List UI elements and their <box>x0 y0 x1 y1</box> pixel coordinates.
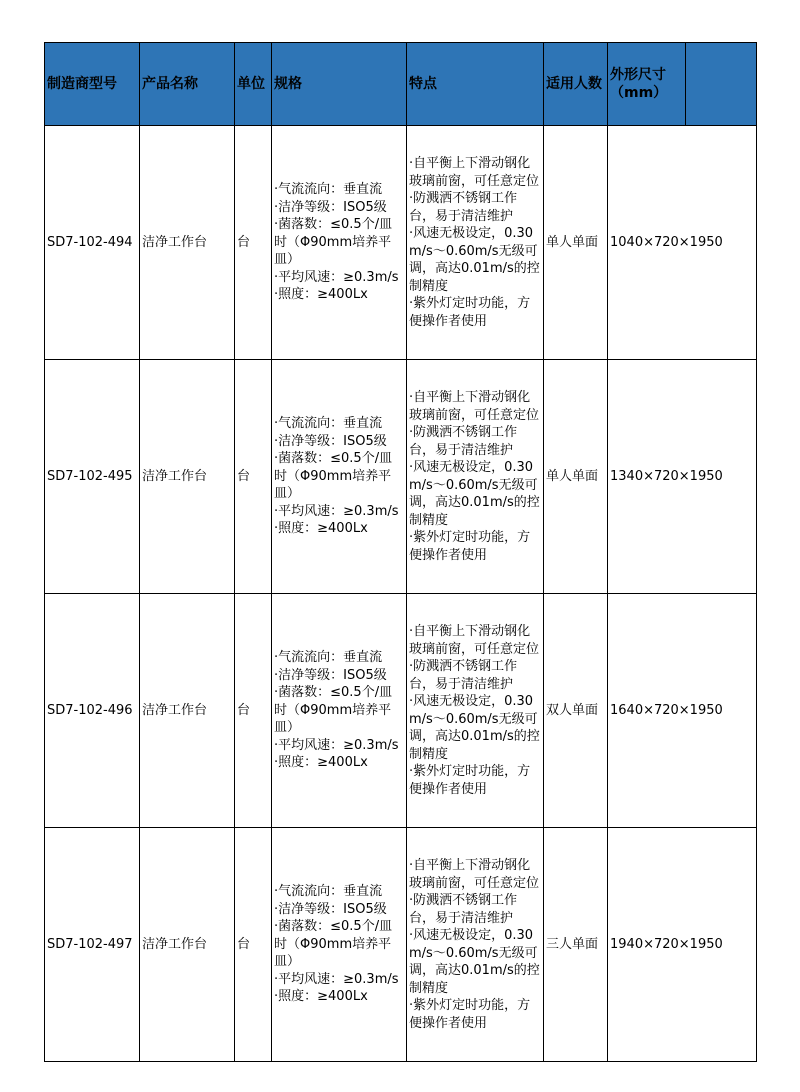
cell-size: 1040×720×1950 <box>608 126 757 360</box>
cell-unit: 台 <box>235 594 272 828</box>
cell-users: 单人单面 <box>544 360 608 594</box>
feature-line: ·风速无极设定，0.30m/s～0.60m/s无级可调，高达0.01m/s的控制精度 <box>409 694 540 762</box>
cell-size: 1640×720×1950 <box>608 594 757 828</box>
cell-name: 洁净工作台 <box>140 360 235 594</box>
product-table <box>44 42 757 1062</box>
header-unit: 单位 <box>235 43 272 126</box>
header-extra <box>686 43 757 126</box>
feature-line: ·风速无极设定，0.30m/s～0.60m/s无级可调，高达0.01m/s的控制精度 <box>409 226 540 294</box>
table-row <box>45 126 757 360</box>
cell-features <box>407 360 544 594</box>
header-features: 特点 <box>407 43 544 126</box>
feature-line: ·防溅洒不锈钢工作台，易于清洁维护 <box>409 425 518 458</box>
feature-line: ·紫外灯定时功能，方便操作者使用 <box>409 530 531 563</box>
table-row <box>45 594 757 828</box>
header-spec: 规格 <box>272 43 407 126</box>
spec-line: ·照度：≥400Lx <box>274 989 368 1005</box>
table-row <box>45 828 757 1062</box>
feature-line: ·风速无极设定，0.30m/s～0.60m/s无级可调，高达0.01m/s的控制精度 <box>409 928 540 996</box>
feature-line: ·防溅洒不锈钢工作台，易于清洁维护 <box>409 659 518 692</box>
cell-name: 洁净工作台 <box>140 828 235 1062</box>
header-model: 制造商型号 <box>45 43 140 126</box>
spec-line: ·洁净等级：ISO5级 <box>274 667 387 683</box>
spec-line: ·照度：≥400Lx <box>274 755 368 771</box>
cell-size: 1940×720×1950 <box>608 828 757 1062</box>
cell-model: SD7-102-494 <box>45 126 140 360</box>
header-users: 适用人数 <box>544 43 608 126</box>
spec-line: ·菌落数：≤0.5个/皿时（Φ90mm培养平皿） <box>274 685 393 736</box>
cell-features <box>407 828 544 1062</box>
cell-unit: 台 <box>235 360 272 594</box>
spec-line: ·洁净等级：ISO5级 <box>274 199 387 215</box>
spec-line: ·平均风速：≥0.3m/s <box>274 269 399 285</box>
cell-features <box>407 594 544 828</box>
cell-unit: 台 <box>235 126 272 360</box>
spec-line: ·洁净等级：ISO5级 <box>274 433 387 449</box>
header-size: 外形尺寸（mm） <box>608 43 686 126</box>
feature-line: ·自平衡上下滑动钢化玻璃前窗，可任意定位 <box>409 390 540 423</box>
cell-spec <box>272 126 407 360</box>
cell-model: SD7-102-497 <box>45 828 140 1062</box>
cell-spec <box>272 594 407 828</box>
cell-users: 双人单面 <box>544 594 608 828</box>
spec-line: ·平均风速：≥0.3m/s <box>274 971 399 987</box>
cell-unit: 台 <box>235 828 272 1062</box>
header-row <box>45 43 757 126</box>
spec-line: ·洁净等级：ISO5级 <box>274 901 387 917</box>
feature-line: ·紫外灯定时功能，方便操作者使用 <box>409 296 531 329</box>
cell-users: 单人单面 <box>544 126 608 360</box>
spec-line: ·气流流向：垂直流 <box>274 182 383 198</box>
feature-line: ·防溅洒不锈钢工作台，易于清洁维护 <box>409 893 518 926</box>
spec-line: ·气流流向：垂直流 <box>274 650 383 666</box>
spec-line: ·菌落数：≤0.5个/皿时（Φ90mm培养平皿） <box>274 451 393 502</box>
cell-name: 洁净工作台 <box>140 594 235 828</box>
spec-line: ·照度：≥400Lx <box>274 521 368 537</box>
feature-line: ·防溅洒不锈钢工作台，易于清洁维护 <box>409 191 518 224</box>
spec-line: ·气流流向：垂直流 <box>274 884 383 900</box>
spec-line: ·菌落数：≤0.5个/皿时（Φ90mm培养平皿） <box>274 919 393 970</box>
cell-users: 三人单面 <box>544 828 608 1062</box>
cell-model: SD7-102-495 <box>45 360 140 594</box>
spec-line: ·照度：≥400Lx <box>274 287 368 303</box>
spec-line: ·菌落数：≤0.5个/皿时（Φ90mm培养平皿） <box>274 217 393 268</box>
spec-line: ·平均风速：≥0.3m/s <box>274 737 399 753</box>
feature-line: ·自平衡上下滑动钢化玻璃前窗，可任意定位 <box>409 858 540 891</box>
feature-line: ·紫外灯定时功能，方便操作者使用 <box>409 764 531 797</box>
header-name: 产品名称 <box>140 43 235 126</box>
feature-line: ·自平衡上下滑动钢化玻璃前窗，可任意定位 <box>409 624 540 657</box>
cell-model: SD7-102-496 <box>45 594 140 828</box>
cell-spec <box>272 360 407 594</box>
cell-spec <box>272 828 407 1062</box>
feature-line: ·自平衡上下滑动钢化玻璃前窗，可任意定位 <box>409 156 540 189</box>
spec-line: ·气流流向：垂直流 <box>274 416 383 432</box>
spec-line: ·平均风速：≥0.3m/s <box>274 503 399 519</box>
feature-line: ·风速无极设定，0.30m/s～0.60m/s无级可调，高达0.01m/s的控制精度 <box>409 460 540 528</box>
cell-features <box>407 126 544 360</box>
cell-size: 1340×720×1950 <box>608 360 757 594</box>
feature-line: ·紫外灯定时功能，方便操作者使用 <box>409 998 531 1031</box>
table-row <box>45 360 757 594</box>
cell-name: 洁净工作台 <box>140 126 235 360</box>
